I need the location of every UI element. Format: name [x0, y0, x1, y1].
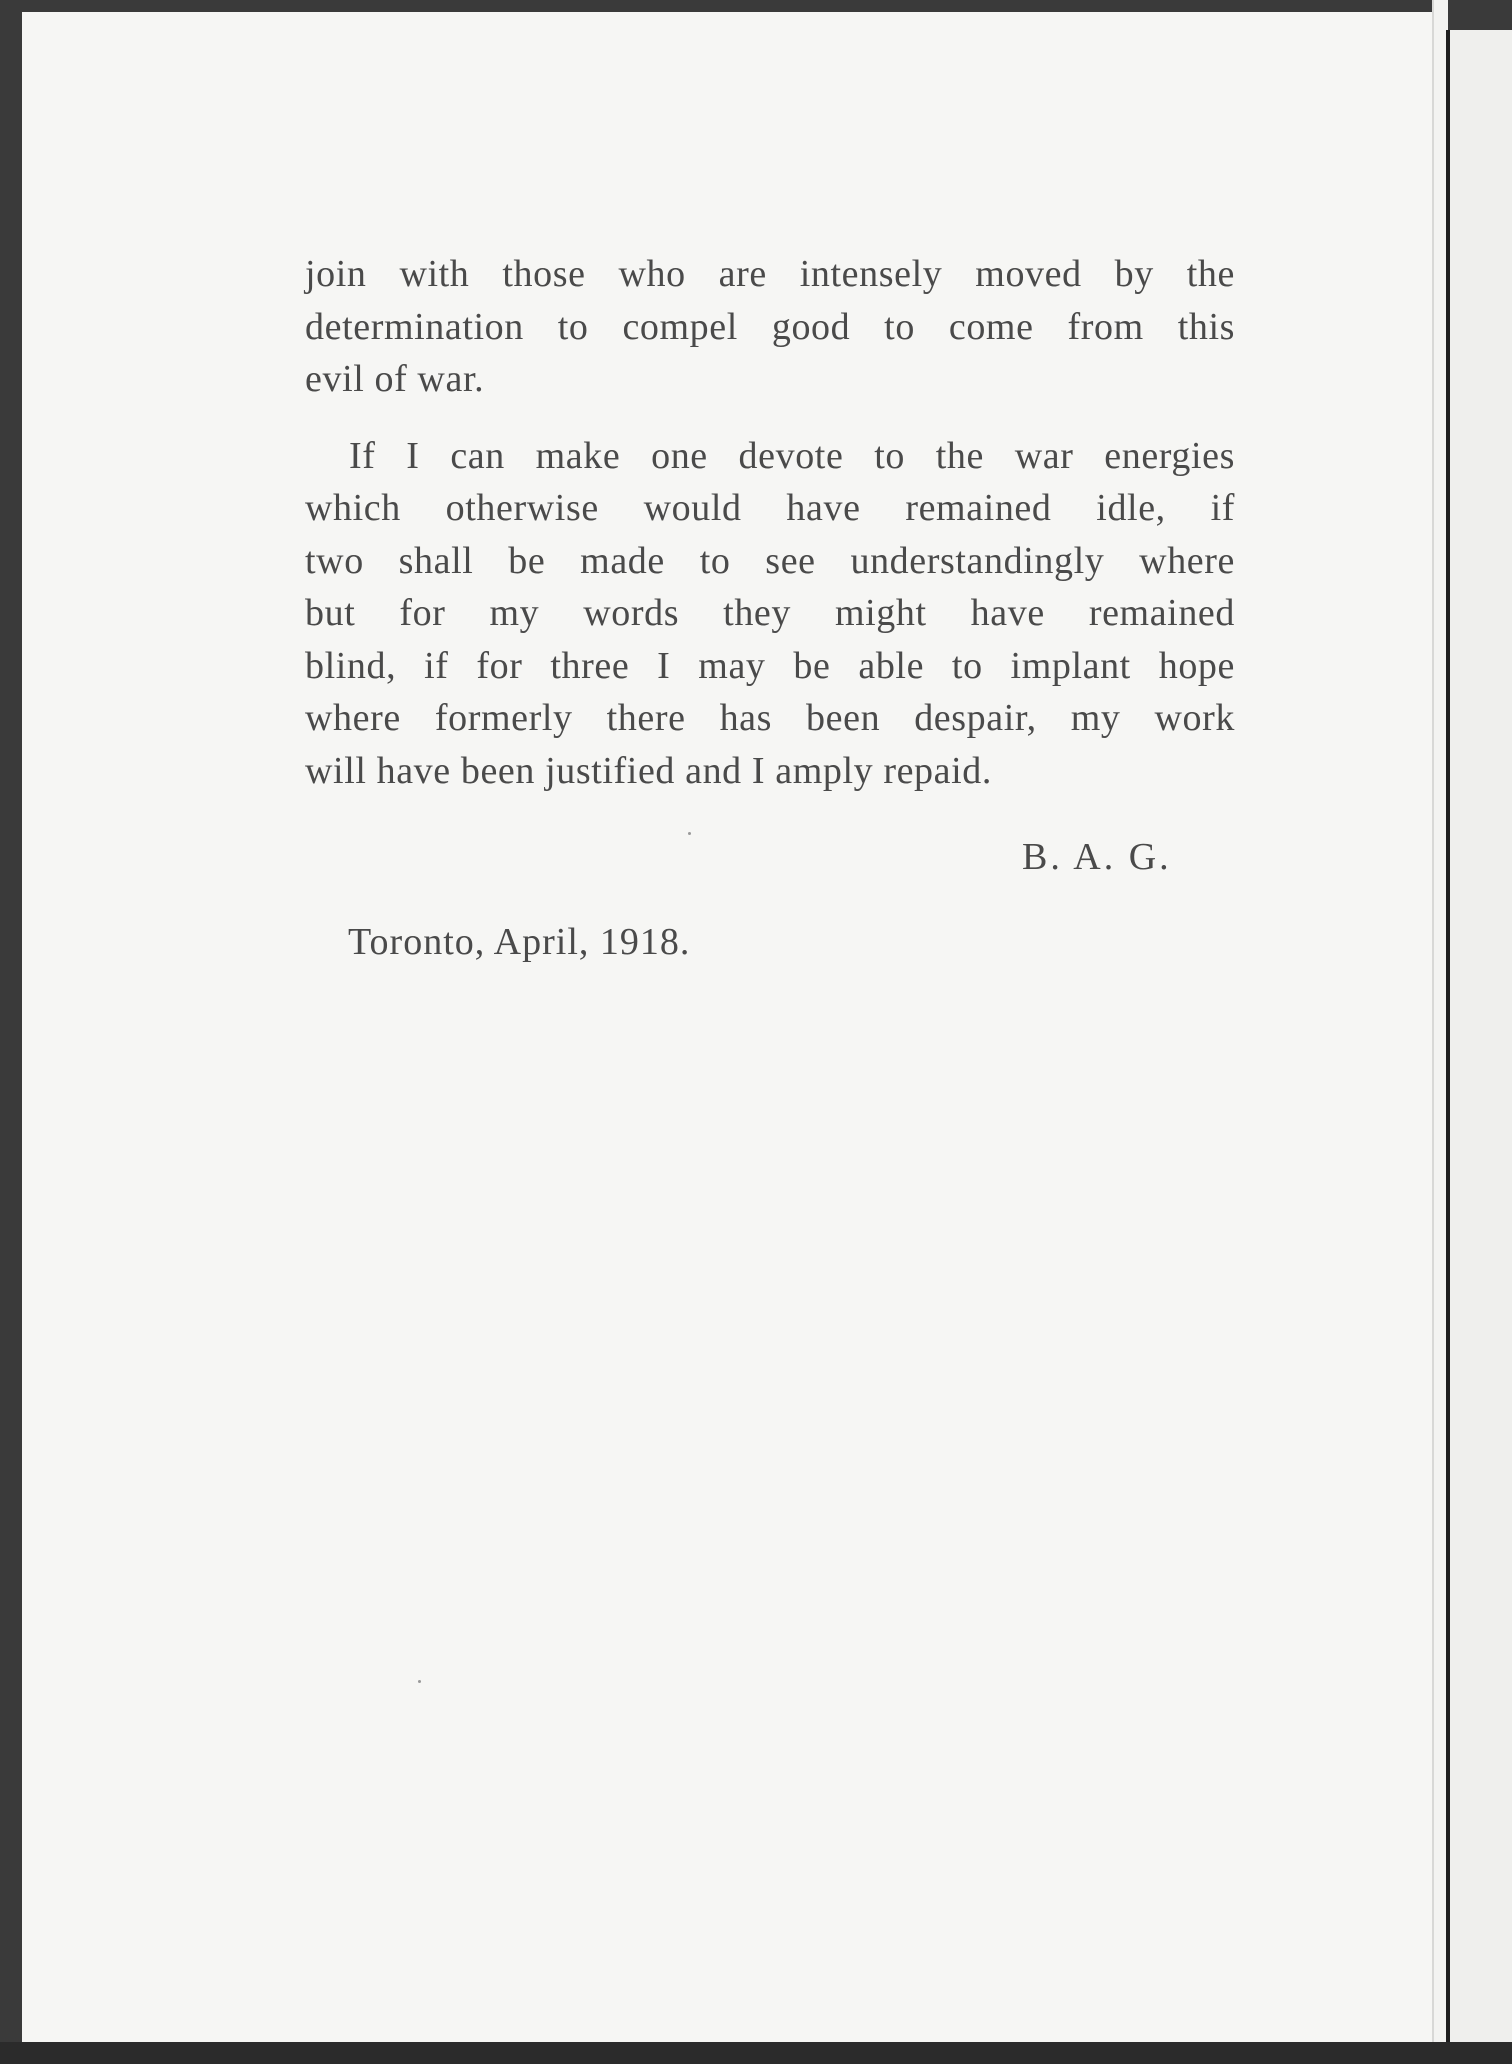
- paper-speck: [418, 1680, 421, 1683]
- text-line: which otherwise would have remained idle, if: [305, 487, 1235, 529]
- text-line: determination to compel good to come from this: [305, 305, 1235, 348]
- text-line: evil of war.: [305, 358, 485, 400]
- body-text: [305, 248, 1235, 797]
- place-and-date: Toronto, April, 1918.: [348, 921, 691, 963]
- author-initials: B. A. G.: [1022, 836, 1172, 878]
- text-line: will have been justified and I amply repaid.: [305, 749, 992, 792]
- paragraph-1: [305, 248, 1235, 406]
- text-line: where formerly there has been despair, my work: [305, 697, 1235, 739]
- scan-bottom-border: [0, 2042, 1512, 2064]
- text-line: blind, if for three I may be able to implant hope: [305, 644, 1235, 687]
- text-line: If I can make one devote to the war energies: [349, 434, 1235, 477]
- text-line: but for my words they might have remained: [305, 592, 1235, 634]
- text-line: join with those who are intensely moved by the: [305, 253, 1235, 295]
- paper-speck: [688, 832, 691, 835]
- adjacent-page-edge: [1446, 30, 1512, 2050]
- paragraph-2: [305, 430, 1235, 798]
- text-line: two shall be made to see understandingly where: [305, 539, 1235, 582]
